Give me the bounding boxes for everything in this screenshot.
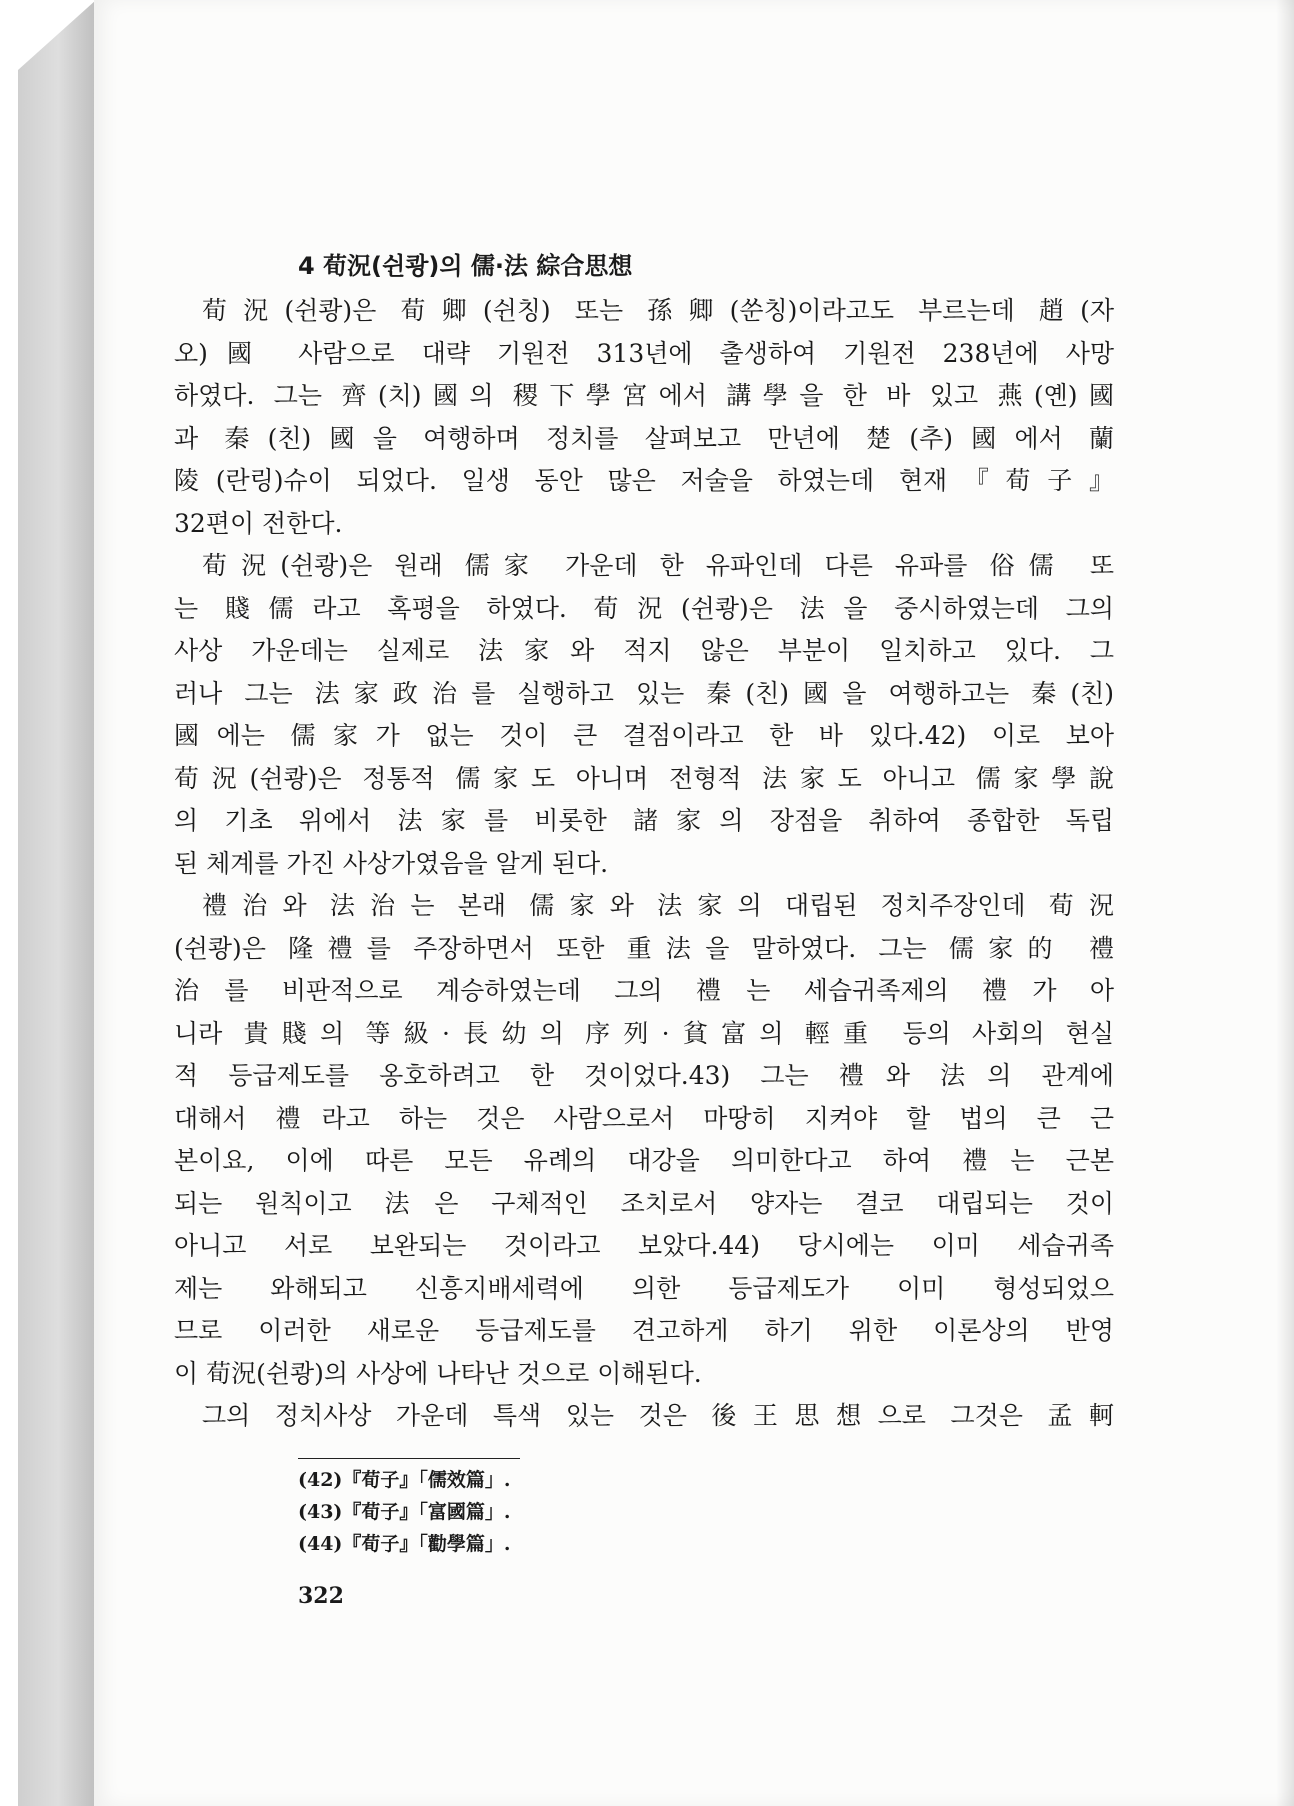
text-line: 禮治와 法治는 본래 儒家와 法家의 대립된 정치주장인데 荀況 [202, 891, 1114, 920]
text-line: 므로 이러한 새로운 등급제도를 견고하게 하기 위한 이론상의 반영 [174, 1316, 1114, 1345]
text-line: 는 賤儒라고 혹평을 하였다. 荀況(쉰쾅)은 法을 중시하였는데 그의 [174, 593, 1114, 623]
text-line: 사상 가운데는 실제로 法家와 적지 않은 부분이 일치하고 있다. 그 [174, 636, 1114, 665]
text-line: 國에는 儒家가 없는 것이 큰 결점이라고 한 바 있다.42) 이로 보아 [174, 721, 1114, 750]
text-line: 된 체계를 가진 사상가였음을 알게 된다. [174, 848, 609, 878]
text-line: 니라 貴賤의 等級·長幼의 序列·貧富의 輕重 등의 사회의 현실 [174, 1018, 1114, 1048]
text-line: 荀況(쉰쾅)은 荀卿(쉰칭) 또는 孫卿(쑨칭)이라고도 부르는데 趙(자 [202, 296, 1114, 325]
text-line: 러나 그는 法家政治를 실행하고 있는 秦(친)國을 여행하고는 秦(친) [174, 678, 1114, 708]
paragraph [174, 290, 1114, 545]
page-edge-shadow [1276, 0, 1294, 1806]
footnote-43: (43)『荀子』「富國篇」. [298, 1501, 511, 1523]
text-line: 陵(란링)슈이 되었다. 일생 동안 많은 저술을 하였는데 현재『荀子』 [174, 466, 1114, 495]
text-line: (쉰쾅)은 隆禮를 주장하면서 또한 重法을 말하였다. 그는 儒家的 禮 [174, 933, 1114, 963]
text-line: 대해서 禮라고 하는 것은 사람으로서 마땅히 지켜야 할 법의 큰 근 [174, 1103, 1114, 1133]
book-spine-shape [18, 0, 98, 1806]
text-line: 하였다. 그는 齊(치)國의 稷下學宮에서 講學을 한 바 있고 燕(옌)國 [174, 381, 1114, 410]
text-line: 32편이 전한다. [174, 508, 343, 538]
text-line: 과 秦(친)國을 여행하며 정치를 살펴보고 만년에 楚(추)國에서 蘭 [174, 423, 1114, 453]
text-line: 아니고 서로 보완되는 것이라고 보았다.44) 당시에는 이미 세습귀족 [174, 1231, 1114, 1260]
page-number: 322 [298, 1583, 344, 1609]
footnotes [298, 1464, 511, 1560]
text-line: 되는 원칙이고 法은 구체적인 조치로서 양자는 결코 대립되는 것이 [174, 1188, 1114, 1218]
body-text [174, 242, 1114, 1438]
footnote-44: (44)『荀子』「勸學篇」. [298, 1533, 511, 1555]
text-line: 의 기초 위에서 法家를 비롯한 諸家의 장점을 취하여 종합한 독립 [174, 806, 1114, 835]
text-line: 적 등급제도를 옹호하려고 한 것이었다.43) 그는 禮와 法의 관계에 [174, 1061, 1114, 1090]
section-heading: 4 荀況(쉰쾅)의 儒·法 綜合思想 [298, 252, 633, 280]
text-line: 荀況(쉰쾅)은 원래 儒家 가운데 한 유파인데 다른 유파를 俗儒 또 [202, 551, 1114, 580]
text-line: 본이요, 이에 따른 모든 유례의 대강을 의미한다고 하여 禮는 근본 [174, 1146, 1114, 1175]
book-spine [18, 0, 98, 1806]
paragraph [174, 1395, 1114, 1438]
text-line: 荀況(쉰쾅)은 정통적 儒家도 아니며 전형적 法家도 아니고 儒家學說 [174, 763, 1114, 793]
text-line: 治를 비판적으로 계승하였는데 그의 禮는 세습귀족제의 禮가 아 [174, 976, 1114, 1005]
footnote-divider [298, 1458, 520, 1459]
footnote-42: (42)『荀子』「儒效篇」. [298, 1469, 511, 1491]
text-line: 제는 와해되고 신흥지배세력에 의한 등급제도가 이미 형성되었으 [174, 1273, 1114, 1303]
text-line: 이 荀況(쉰쾅)의 사상에 나타난 것으로 이해된다. [174, 1358, 702, 1388]
paragraph [174, 545, 1114, 885]
text-line: 오)國 사람으로 대략 기원전 313년에 출생하여 기원전 238년에 사망 [174, 338, 1114, 368]
text-line: 그의 정치사상 가운데 특색 있는 것은 後王思想으로 그것은 孟軻 [202, 1401, 1114, 1430]
paragraph [174, 885, 1114, 1395]
